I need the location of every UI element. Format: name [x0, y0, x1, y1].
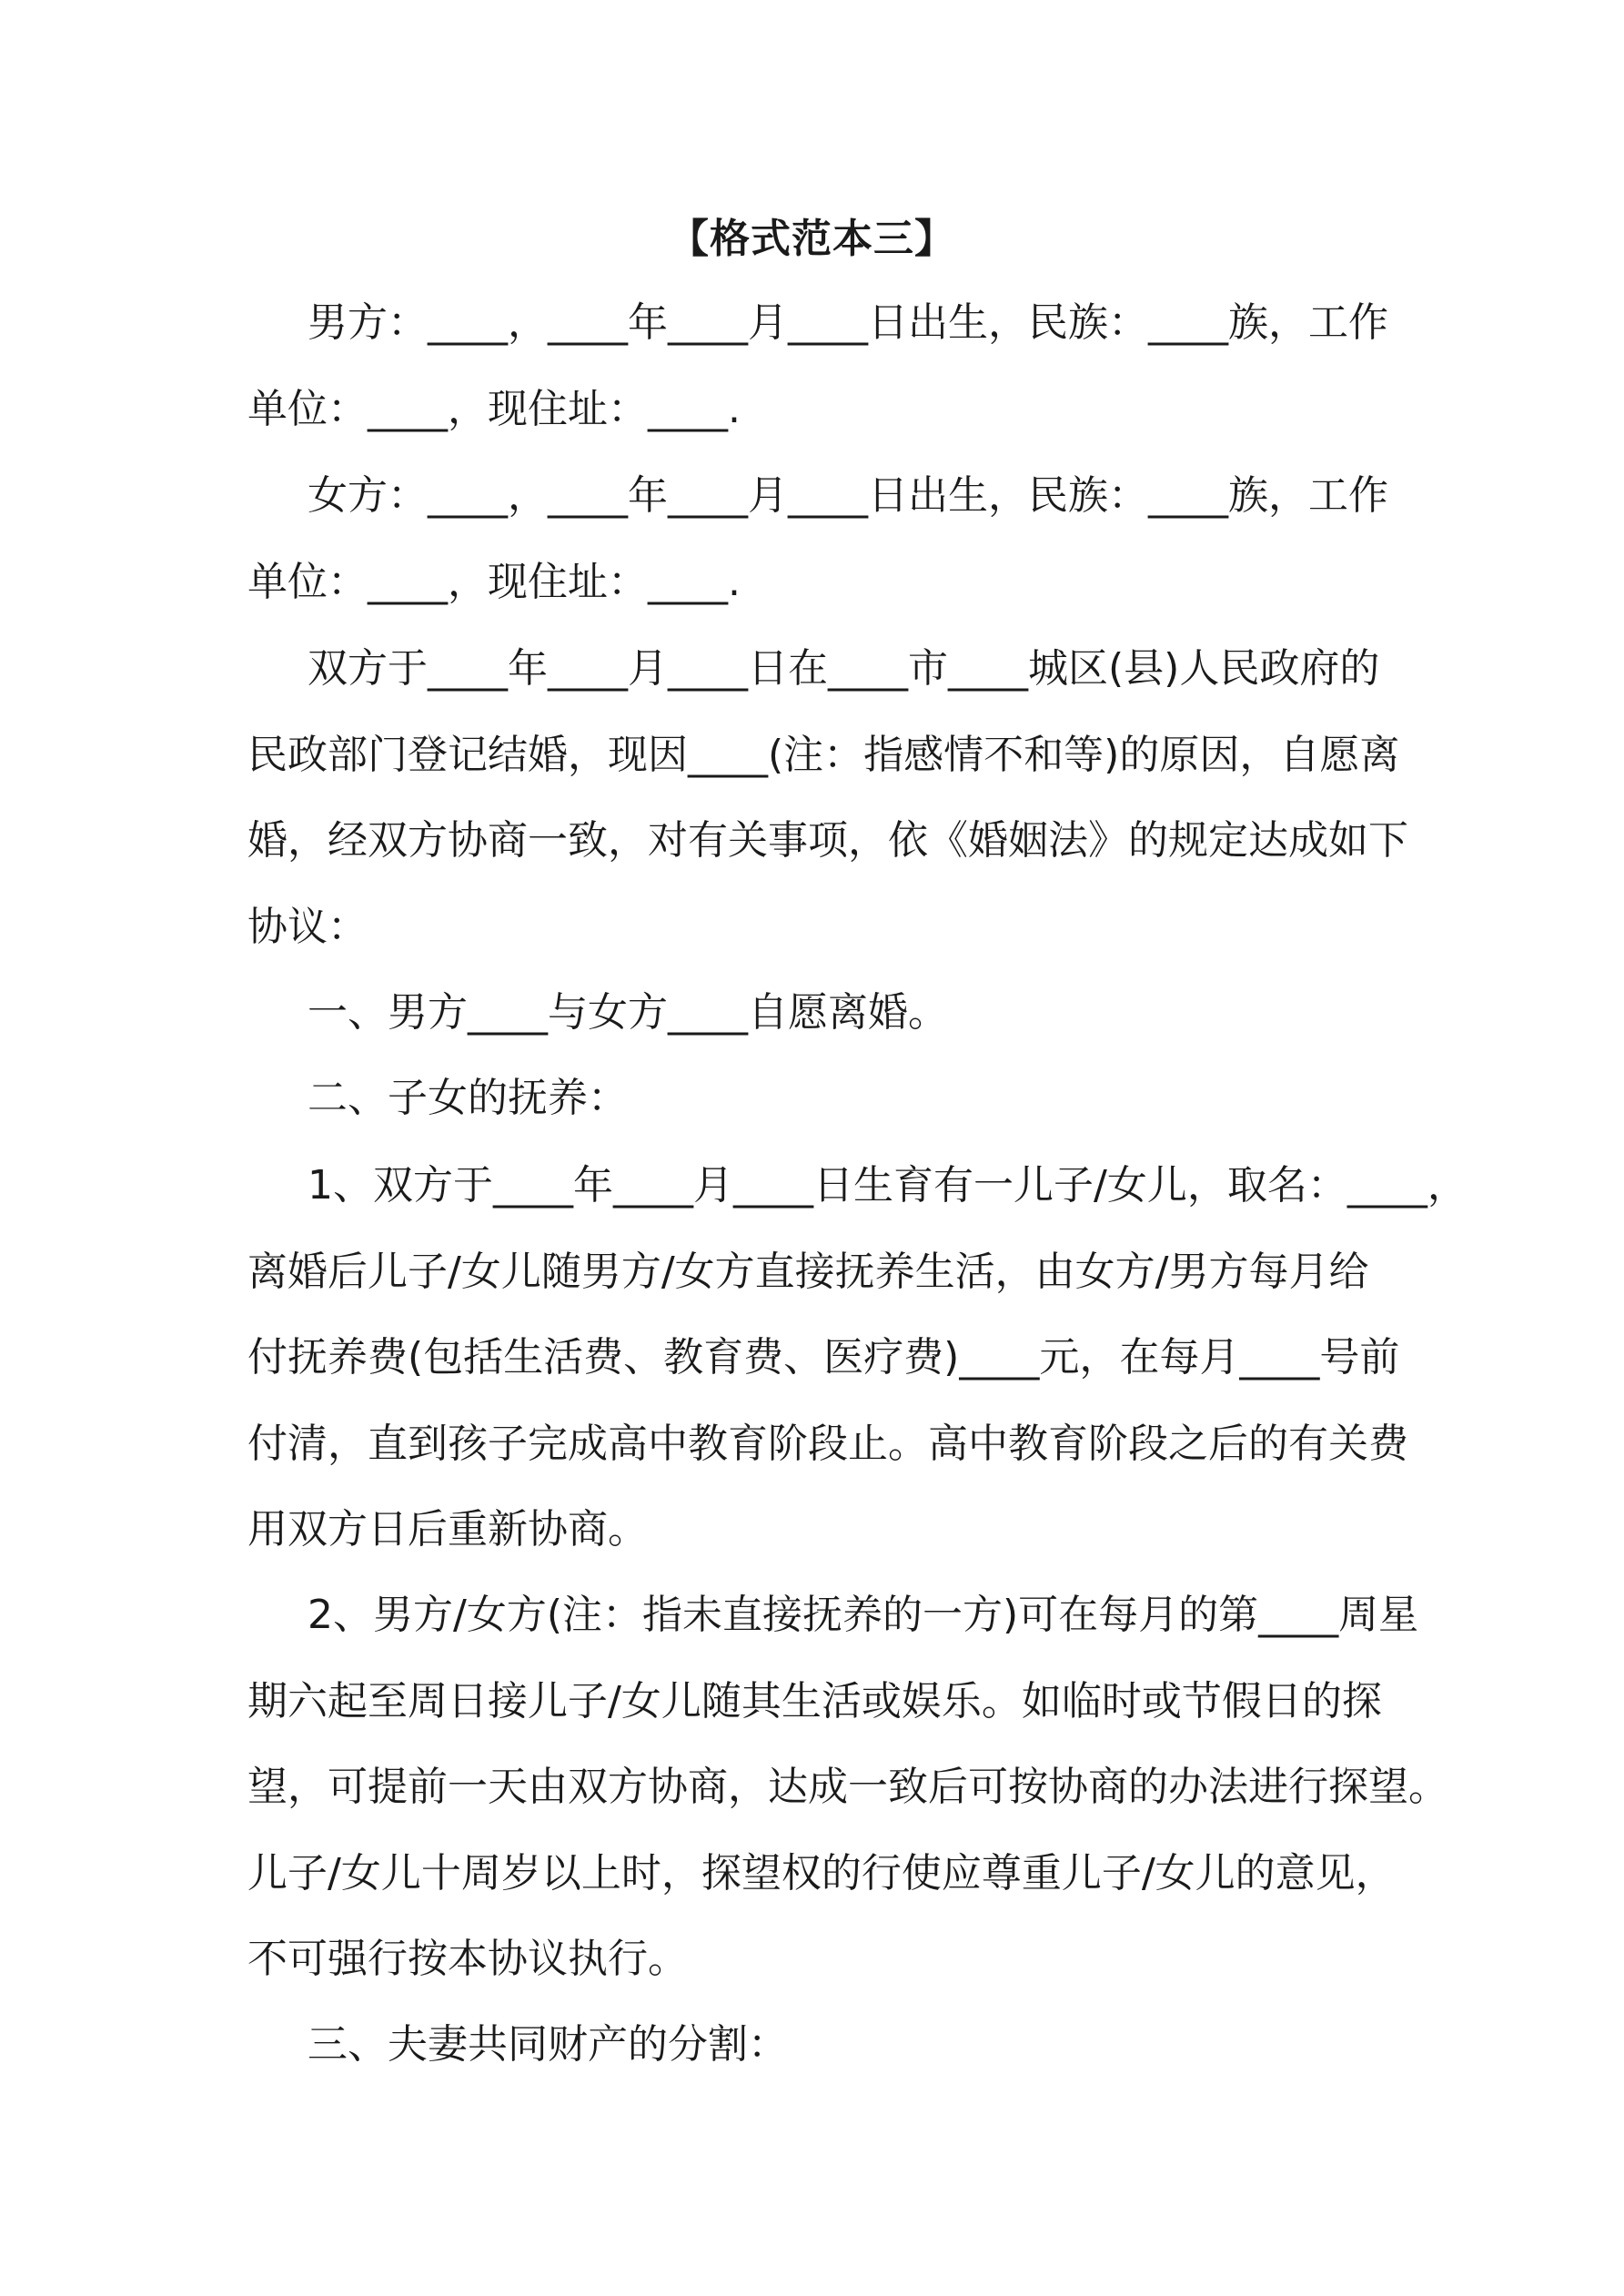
- text-line: 1、双方于____年____月____日生育有一儿子/女儿，取名：____，: [308, 1162, 1468, 1209]
- text-line: 一、男方____与女方____自愿离婚。: [308, 989, 948, 1036]
- paragraph-clause-3-heading: [247, 2002, 1389, 2089]
- text-line: 望，可提前一天由双方协商，达成一致后可按协商的办法进行探望。: [247, 1764, 1448, 1810]
- paragraph-clause-2-heading: [247, 1056, 1389, 1142]
- text-line: 二、子女的抚养：: [308, 1075, 628, 1121]
- paragraph-child-support: [247, 1143, 1468, 1573]
- paragraph-clause-1: [247, 970, 1389, 1057]
- document-title: 【格式范本三】: [669, 216, 955, 262]
- text-line: 婚，经双方协商一致，对有关事项，依《婚姻法》的规定达成如下: [247, 817, 1408, 864]
- paragraph-female-party: [247, 453, 1389, 625]
- paragraph-male-party: [247, 280, 1389, 452]
- text-line: 男方：____，____年____月____日出生，民族：____族，工作: [308, 299, 1388, 346]
- text-line: 双方于____年____月____日在____市____城区(县)人民政府的: [308, 645, 1380, 692]
- paragraph-visitation: [247, 1573, 1448, 2003]
- text-line: 付抚养费(包括生活费、教育费、医疗费)____元，在每月____号前: [247, 1334, 1400, 1381]
- text-line: 民政部门登记结婚，现因____(注：指感情不和等)的原因，自愿离: [247, 731, 1400, 778]
- text-line: 儿子/女儿十周岁以上时，探望权的行使应尊重儿子/女儿的意见，: [247, 1849, 1396, 1896]
- text-line: 三、夫妻共同财产的分割：: [308, 2021, 788, 2068]
- text-line: 不可强行按本协议执行。: [247, 1936, 688, 1982]
- text-line: 单位：____，现住址：____.: [247, 385, 741, 432]
- text-line: 2、男方/女方(注：指未直接抚养的一方)可在每月的第____周星: [308, 1592, 1419, 1638]
- text-line: 付清，直到孩子完成高中教育阶段止。高中教育阶段之后的有关费: [247, 1420, 1408, 1467]
- text-line: 协议：: [247, 903, 368, 950]
- text-line: 单位：____，现住址：____.: [247, 558, 741, 605]
- text-line: 用双方日后重新协商。: [247, 1506, 648, 1553]
- text-line: 离婚后儿子/女儿随男方/女方直接抚养生活，由女方/男方每月给: [247, 1248, 1369, 1295]
- paragraph-marriage-registration: [247, 626, 1408, 970]
- text-line: 女方：____，____年____月____日出生，民族：____族，工作: [308, 472, 1388, 519]
- text-line: 期六起至周日接儿子/女儿随其生活或娱乐。如临时或节假日的探: [247, 1677, 1382, 1725]
